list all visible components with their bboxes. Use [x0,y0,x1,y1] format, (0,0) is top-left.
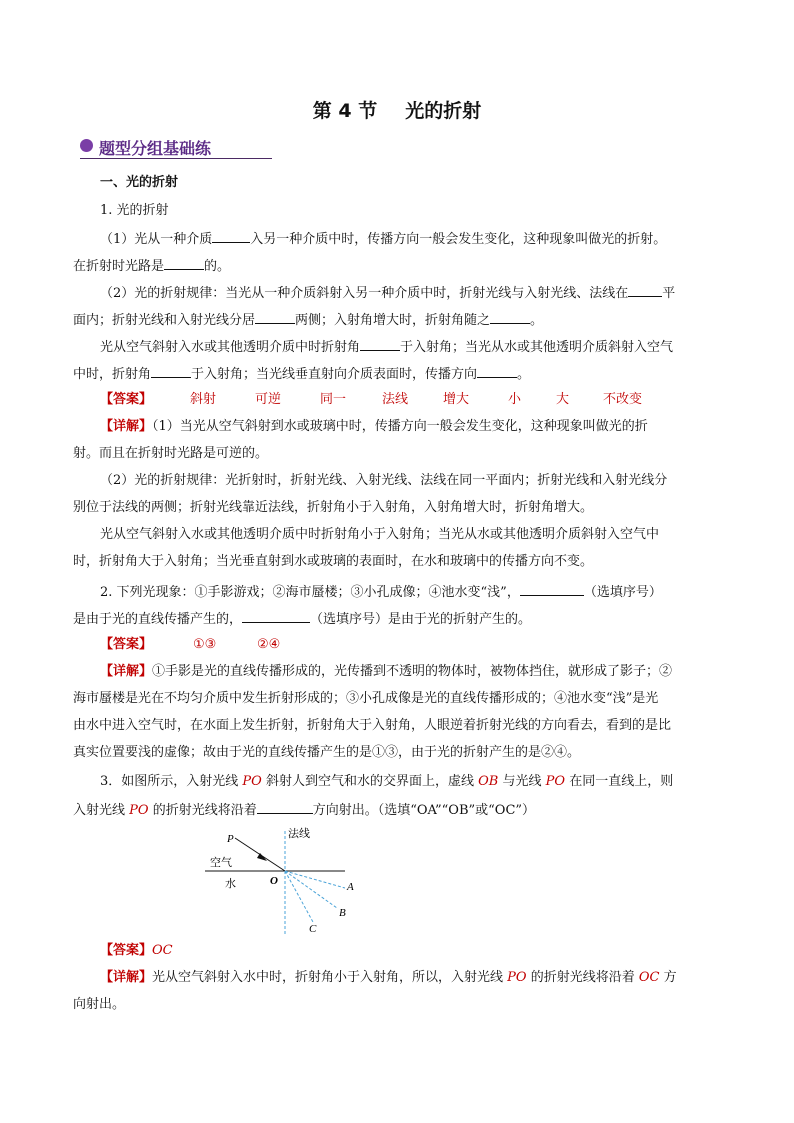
ray-label: PO [242,774,262,789]
section-label: 题型分组基础练 [99,139,212,158]
label-a: A [347,881,354,893]
q1-number: 1. 光的折射 [100,203,169,218]
section-title: 光的折射 [405,100,482,122]
q1-text: 中时，折射角 [73,367,152,382]
q3-text: 3．如图所示，入射光线 [100,774,239,789]
q3-text: 入射光线 [73,803,126,818]
detail-tag: 【详解】 [100,970,153,985]
answer-value: ①③ [193,637,217,652]
ray-label: PO [545,774,566,789]
q2-text: （选填序号）是由于光的折射产生的。 [310,612,532,627]
answer-tag: 【答案】 [100,637,153,652]
q2-detail-1 [100,663,672,681]
q1-text: 光从空气斜射入水或其他透明介质中时折射角 [100,340,361,355]
q1-text: 两侧；入射角增大时，折射角随之 [295,313,491,328]
q3-answer [100,942,173,960]
q2-line2 [73,609,531,629]
label-b: B [339,907,346,919]
page-title [0,96,794,123]
ray-label: OB [478,774,499,789]
detail-text: 的折射光线将沿着 [530,970,635,985]
ray-label: PO [507,970,527,985]
q1-text: 平 [662,286,676,301]
answer-blank [164,256,204,270]
answer-value: 法线 [382,392,409,407]
answer-blank [242,609,310,623]
section-number: 第 4 节 [312,100,378,122]
answer-blank [212,229,250,243]
arrow-icon [257,853,267,861]
label-water: 水 [225,877,236,890]
bullet-dot-icon [80,139,93,152]
q1-text: 在折射时光路是 [73,259,165,274]
answer-value: 斜射 [190,392,217,407]
answer-blank [477,364,517,378]
q1-line6 [73,364,530,384]
detail-text: 方 [663,970,677,985]
label-o: O [270,875,278,887]
q2-answer [100,636,281,654]
section-banner [80,136,272,159]
q1-text: （1）光从一种介质 [100,232,213,247]
answer-blank [520,582,584,596]
q3-detail-1 [100,969,677,987]
answer-value: 不改变 [603,392,643,407]
detail-text: 光从空气斜射入水中时，折射角小于入射角，所以，入射光线 [152,970,504,985]
answer-blank [628,283,662,297]
label-p: P [227,833,234,845]
ray-ob [285,871,337,908]
q2-line1 [100,582,662,602]
q2-text: 2. 下列光现象：①手影游戏；②海市蜃楼；③小孔成像；④池水变“浅”， [100,585,520,600]
detail-text: （1）当光从空气斜射到水或玻璃中时，传播方向一般会发生变化，这种现象叫做光的折 [152,419,648,434]
detail-tag: 【详解】 [100,419,153,434]
q3-detail-2: 向射出。 [73,997,126,1012]
q2-detail-4: 真实位置要浅的虚像；故由于光的直线传播产生的是①③，由于光的折射产生的是②④。 [73,745,581,760]
q1-text: 面内；折射光线和入射光线分居 [73,313,256,328]
answer-blank [257,800,313,814]
q3-text: 方向射出。（选填“OA”“OB”或“OC”） [312,803,536,818]
answer-tag: 【答案】 [100,943,153,958]
answer-blank [255,310,295,324]
answer-blank [490,310,530,324]
q1-detail-2: 射。而且在折射时光路是可逆的。 [73,446,269,461]
detail-tag: 【详解】 [100,664,153,679]
q1-line4 [73,310,543,330]
q1-line3 [100,283,675,303]
q1-line1 [100,229,666,249]
q1-detail-4: 别位于法线的两侧；折射光线靠近法线，折射角小于入射角，入射角增大时，折射角增大。 [73,500,594,515]
q3-text: 与光线 [502,774,542,789]
q1-detail-5: 光从空气斜射入水或其他透明介质中时折射角小于入射角；当光从水或其他透明介质斜射入空气中 [100,527,660,542]
ray-label: PO [129,803,149,818]
answer-value: 可逆 [255,392,282,407]
q1-detail-6: 时，折射角大于入射角；当光垂直射到水或玻璃的表面时，在水和玻璃中的传播方向不变。 [73,554,594,569]
label-normal: 法线 [288,827,310,840]
q1-text: 。 [517,367,531,382]
q2-detail-3: 由水中进入空气时，在水面上发生折射，折射角大于入射角，人眼逆着折射光线的方向看去，看到的是比 [73,718,672,733]
answer-value: 小 [508,392,522,407]
detail-text: ①手影是光的直线传播形成的，光传播到不透明的物体时，被物体挡住，就形成了影子；② [152,664,673,679]
refraction-diagram [205,826,365,936]
q1-line5 [100,337,673,357]
q2-detail-2: 海市蜃楼是光在不均匀介质中发生折射形成的；③小孔成像是光的直线传播形成的；④池水变“浅”是光 [73,691,659,706]
q1-text: 的。 [204,259,231,274]
q1-line2 [73,256,230,276]
answer-value: 大 [556,392,570,407]
label-air: 空气 [210,856,232,869]
q3-line2 [73,800,535,820]
answer-value: 同一 [320,392,347,407]
q1-answer [100,391,643,409]
answer-value: ②④ [257,637,281,652]
q1-detail-3: （2）光的折射规律：光折射时，折射光线、入射光线、法线在同一平面内；折射光线和入射光线分 [100,473,668,488]
q2-text: 是由于光的直线传播产生的， [73,612,243,627]
q3-text: 的折射光线将沿着 [152,803,257,818]
heading-refraction: 一、光的折射 [100,175,179,190]
q1-text: 于入射角；当光线垂直射向介质表面时，传播方向 [191,367,478,382]
q1-detail-1 [100,418,648,436]
answer-value: OC [152,943,173,958]
answer-value: 增大 [443,392,470,407]
answer-blank [151,364,191,378]
q2-text: （选填序号） [583,585,662,600]
q3-text: 斜射人到空气和水的交界面上，虚线 [265,774,474,789]
q1-text: 于入射角；当光从水或其他透明介质斜射入空气 [400,340,674,355]
ray-label: OC [638,970,660,985]
ray-oc [285,871,313,922]
q3-line1 [100,773,673,791]
answer-tag: 【答案】 [100,392,153,407]
q3-text: 在同一直线上，则 [569,774,674,789]
q1-text: 入另一种介质中时，传播方向一般会发生变化，这种现象叫做光的折射。 [250,232,667,247]
label-c: C [309,923,317,935]
q1-text: （2）光的折射规律：当光从一种介质斜射入另一种介质中时，折射光线与入射光线、法线在 [100,286,629,301]
ray-oa [285,871,345,888]
q1-text: 。 [530,313,544,328]
answer-blank [360,337,400,351]
